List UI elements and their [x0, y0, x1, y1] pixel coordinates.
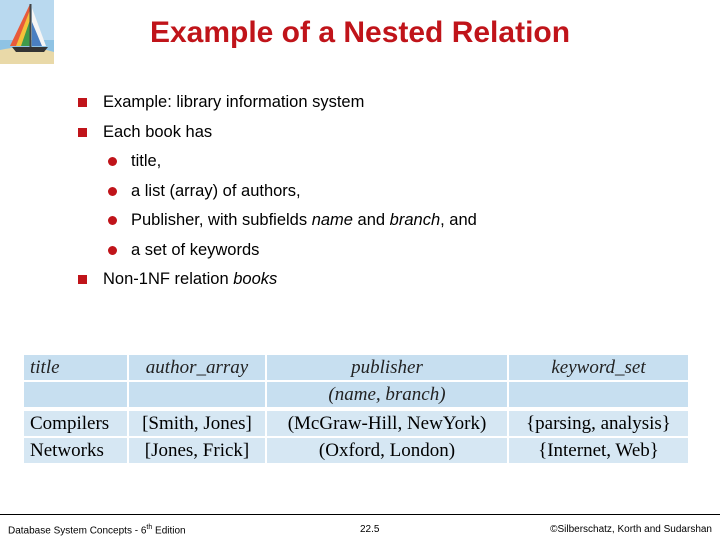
cell-author-array: [Jones, Frick]	[128, 437, 266, 463]
bullet-text: Each book has	[103, 122, 213, 141]
square-bullet-icon	[78, 128, 87, 137]
slide-title: Example of a Nested Relation	[149, 16, 571, 49]
bullet-item	[78, 265, 698, 295]
round-bullet-icon	[108, 216, 117, 225]
bullet-item	[78, 118, 698, 148]
bullet-text: title,	[131, 152, 162, 171]
cell-title: Networks	[24, 437, 128, 463]
round-bullet-icon	[108, 246, 117, 255]
nested-relation-table	[24, 355, 688, 463]
table-header-row	[24, 355, 688, 381]
cell-keyword-set: {parsing, analysis}	[508, 411, 688, 437]
header-keyword-set: keyword_set	[508, 355, 688, 381]
header-publisher-fields: (name, branch)	[266, 381, 508, 407]
round-bullet-icon	[108, 157, 117, 166]
table-row	[24, 437, 688, 463]
table-row	[24, 411, 688, 437]
footer-course-title: Database System Concepts - 6th Edition	[8, 524, 186, 537]
bullet-text: Non-1NF relation books	[103, 270, 278, 289]
bullet-text: a list (array) of authors,	[131, 181, 301, 200]
footer-copyright: ©Silberschatz, Korth and Sudarshan	[550, 524, 712, 535]
bullet-text: a set of keywords	[131, 240, 260, 259]
square-bullet-icon	[78, 98, 87, 107]
header-title: title	[24, 355, 128, 381]
cell-publisher: (Oxford, London)	[266, 437, 508, 463]
header-publisher: publisher	[266, 355, 508, 381]
bullet-text: Example: library information system	[103, 93, 365, 112]
round-bullet-icon	[108, 187, 117, 196]
table-subheader-row	[24, 381, 688, 407]
footer-divider	[0, 514, 720, 515]
bullet-list	[78, 88, 698, 295]
cell-keyword-set: {Internet, Web}	[508, 437, 688, 463]
sub-bullet-item	[108, 147, 698, 177]
square-bullet-icon	[78, 275, 87, 284]
sub-bullet-item	[108, 236, 698, 266]
sub-bullet-item	[108, 206, 698, 236]
sub-bullet-item	[108, 177, 698, 207]
cell-author-array: [Smith, Jones]	[128, 411, 266, 437]
footer-page-number: 22.5	[360, 524, 380, 535]
bullet-text: Publisher, with subfields name and branch, and	[131, 211, 477, 230]
cell-publisher: (McGraw-Hill, NewYork)	[266, 411, 508, 437]
cell-title: Compilers	[24, 411, 128, 437]
header-author-array: author_array	[128, 355, 266, 381]
bullet-item	[78, 88, 698, 118]
